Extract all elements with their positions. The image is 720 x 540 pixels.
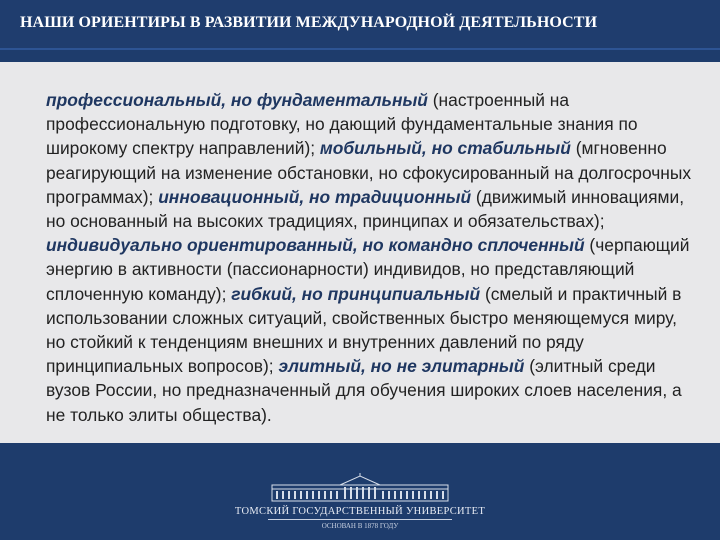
- university-building-icon: [270, 473, 450, 503]
- plain-text: (мгновенно реагирующий на изменение обстановки, но сфокусированный на долгосрочных программах);: [46, 138, 692, 207]
- emphasis-phrase: мобильный, но стабильный: [319, 138, 571, 159]
- content-area: [0, 62, 720, 443]
- emphasis-phrase: элитный, но не элитарный: [278, 356, 525, 377]
- emphasis-phrase: гибкий, но принципиальный: [231, 283, 481, 304]
- university-name: ТОМСКИЙ ГОСУДАРСТВЕННЫЙ УНИВЕРСИТЕТ: [234, 506, 486, 517]
- plain-text: (движимый инновациями, но основанный на высоких традициях, принципах и обязательствах);: [46, 186, 685, 232]
- header-bar: [0, 0, 720, 50]
- plain-text: (смелый и практичный в использовании сложных ситуаций, свойственных быстро меняющемуся миру, но стойкий к тенденциям внешних и внутренних давлений по ряду принципиальных вопросов);: [46, 283, 682, 377]
- plain-text: (настроенный на профессиональную подготовку, но дающий фундаментальные знания по широкому спектру направлений);: [46, 90, 638, 159]
- body-text: [46, 88, 696, 427]
- emphasis-phrase: инновационный, но традиционный: [158, 186, 472, 207]
- emphasis-phrase: индивидуально ориентированный, но командно сплоченный: [46, 235, 585, 256]
- plain-text: (элитный среди вузов России, но предназначенный для обучения широких слоев населения, а не только элиты общества).: [46, 356, 682, 425]
- slide-title: НАШИ ОРИЕНТИРЫ В РАЗВИТИИ МЕЖДУНАРОДНОЙ ДЕЯТЕЛЬНОСТИ: [20, 14, 598, 31]
- footer-divider: [268, 519, 452, 520]
- founded-year: ОСНОВАН В 1878 ГОДУ: [321, 522, 399, 530]
- emphasis-phrase: профессиональный, но фундаментальный: [46, 90, 428, 110]
- plain-text: (черпающий энергию в активности (пассионарности) индивидов, но представляющий сплоченную команду);: [46, 235, 690, 304]
